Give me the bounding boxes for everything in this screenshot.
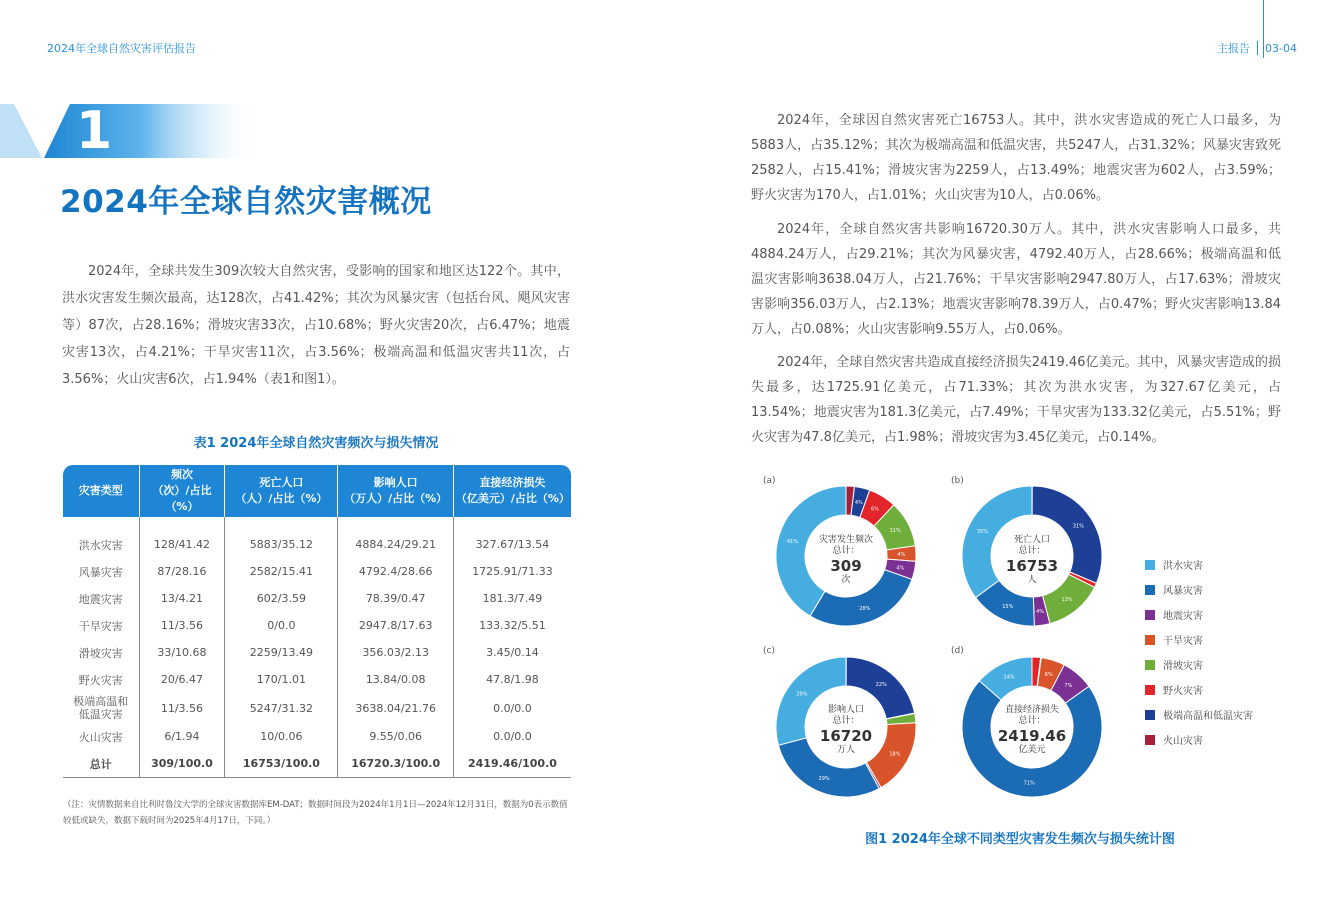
- intro-paragraph: 2024年，全球共发生309次较大自然灾害，受影响的国家和地区达122个。其中，洪水灾害发生频次最高，达128次，占41.42%；其次为风暴灾害（包括台风、飓风灾害等）87次，占28.16%；滑坡灾害33次，占10.68%；野火灾害20次，占6.47%；地震灾害13次，占4.21%；干旱灾害11次，占3.56%；极端高温和低温灾害共11次，占3.56%；火山灾害6次，占1.94%（表1和图1）。: [62, 264, 570, 387]
- slice-label: 15%: [1002, 603, 1014, 610]
- legend-label: 野火灾害: [1163, 686, 1203, 697]
- legend-label: 火山灾害: [1163, 736, 1203, 747]
- header-divider: [1257, 41, 1258, 55]
- table-row: 火山灾害 6/1.94 10/0.06 9.55/0.06 0.0/0.0: [63, 723, 571, 750]
- legend-item: [1145, 702, 1253, 727]
- legend-swatch: [1145, 635, 1155, 645]
- table-row: 干旱灾害 11/3.56 0/0.0 2947.8/17.63 133.32/5.51: [63, 612, 571, 639]
- col-header-loss: 直接经济损失 （亿美元）/占比（%）: [453, 465, 571, 517]
- section-banner: [0, 101, 260, 161]
- table-caption: 表1 2024年全球自然灾害频次与损失情况: [193, 436, 439, 451]
- col-header-freq: 频次 （次）/占比（%）: [139, 465, 225, 517]
- page-numbers: 03-04: [1265, 41, 1297, 55]
- report-title: 2024年全球自然灾害评估报告: [47, 42, 196, 55]
- panel-label-a: (a): [763, 476, 776, 486]
- col-header-type: 灾害类型: [63, 465, 139, 517]
- legend-swatch: [1145, 735, 1155, 745]
- legend-label: 地震灾害: [1163, 611, 1203, 622]
- legend-swatch: [1145, 685, 1155, 695]
- affected-paragraph: 2024年，全球自然灾害共影响16720.30万人。其中，洪水灾害影响人口最多，共4884.24万人，占29.21%；其次为风暴灾害，4792.40万人，占28.66%；极端高温和低温灾害影响3638.04万人，占21.76%；干旱灾害影响2947.80万人，占17.63%；滑坡灾害影响356.03万人，占2.13%；地震灾害影响78.39万人，占0.47%；野火灾害影响13.84万人，占0.08%；火山灾害影响9.55万人，占0.06%。: [751, 222, 1281, 337]
- donut-center-affected: 影响人口 总计： 16720 万人: [819, 705, 873, 755]
- section-number: 1: [76, 101, 113, 161]
- table-row: 洪水灾害 128/41.42 5883/35.12 4884.24/29.21 327.67/13.54: [63, 531, 571, 558]
- loss-paragraph: 2024年，全球自然灾害共造成直接经济损失2419.46亿美元。其中，风暴灾害造成的损失最多，达1725.91亿美元，占71.33%；其次为洪水灾害，为327.67亿美元，占13.54%；地震灾害为181.3亿美元，占7.49%；干旱灾害为133.32亿美元，占5.51%；野火灾害为47.8亿美元，占1.98%；滑坡灾害为3.45亿美元，占0.14%。: [751, 355, 1281, 445]
- section-label: 主报告: [1217, 42, 1251, 55]
- table-row: 极端高温和 低温灾害 11/3.56 5247/31.32 3638.04/21.76 0.0/0.0: [63, 693, 571, 723]
- slice-label: 4%: [854, 500, 863, 507]
- slice-label: 22%: [875, 682, 887, 689]
- table-note: （注：灾情数据来自比利时鲁汶大学的全球灾害数据库EM-DAT；数据时间段为2024年1月1日—2024年12月31日，数据为0表示数值较低或缺失，数据下载时间为2025年4月17日，下同。）: [63, 800, 568, 826]
- slice-label: 29%: [818, 775, 830, 782]
- legend-swatch: [1145, 660, 1155, 670]
- legend-swatch: [1145, 585, 1155, 595]
- col-header-deaths: 死亡人口 （人）/占比（%）: [225, 465, 338, 517]
- legend-label: 风暴灾害: [1163, 586, 1203, 597]
- page-indicator: [1217, 40, 1297, 56]
- panel-label-d: (d): [951, 646, 964, 656]
- table-header-row: [63, 465, 571, 517]
- legend-swatch: [1145, 610, 1155, 620]
- section-title: 2024年全球自然灾害概况: [60, 184, 432, 220]
- legend-swatch: [1145, 560, 1155, 570]
- legend-label: 洪水灾害: [1163, 561, 1203, 572]
- panel-label-b: (b): [951, 476, 964, 486]
- legend-item: [1145, 577, 1253, 602]
- slice-label: 4%: [897, 552, 906, 559]
- figure-caption: 图1 2024年全球不同类型灾害发生频次与损失统计图: [865, 832, 1175, 847]
- donut-center-frequency: 灾害发生频次 总计： 309 次: [818, 535, 873, 585]
- legend-label: 滑坡灾害: [1163, 661, 1203, 672]
- donut-center-deaths: 死亡人口 总计： 16753 人: [1005, 535, 1059, 585]
- legend-swatch: [1145, 710, 1155, 720]
- legend-item: [1145, 677, 1253, 702]
- table-row: 野火灾害 20/6.47 170/1.01 13.84/0.08 47.8/1.98: [63, 666, 571, 693]
- slice-label: 71%: [1023, 780, 1035, 787]
- table-row: 滑坡灾害 33/10.68 2259/13.49 356.03/2.13 3.45/0.14: [63, 639, 571, 666]
- legend-item: [1145, 727, 1253, 752]
- chart-legend: [1145, 552, 1253, 752]
- slice-label: 13%: [1061, 597, 1073, 604]
- legend-label: 干旱灾害: [1163, 636, 1203, 647]
- donut-center-loss: 直接经济损失 总计： 2419.46 亿美元: [997, 705, 1067, 755]
- table-row: 风暴灾害 87/28.16 2582/15.41 4792.4/28.66 1725.91/71.33: [63, 558, 571, 585]
- table-total-row: 总计 309/100.0 16753/100.0 16720.3/100.0 2419.46/100.0: [63, 750, 571, 778]
- slice-label: 18%: [889, 751, 901, 758]
- slice-label: 4%: [896, 565, 905, 572]
- slice-label: 31%: [1072, 523, 1084, 530]
- slice-label: 7%: [1064, 683, 1073, 690]
- slice-label: 6%: [1044, 672, 1053, 679]
- deaths-paragraph: 2024年，全球因自然灾害死亡16753人。其中，洪水灾害造成的死亡人口最多，为5883人，占35.12%；其次为极端高温和低温灾害，共5247人，占31.32%；风暴灾害致死2582人，占15.41%；滑坡灾害为2259人，占13.49%；地震灾害为602人，占3.59%；野火灾害为170人，占1.01%；火山灾害为10人，占0.06%。: [751, 113, 1281, 203]
- col-header-affected: 影响人口 （万人）/占比（%）: [338, 465, 453, 517]
- table-row: 地震灾害 13/4.21 602/3.59 78.39/0.47 181.3/7.49: [63, 585, 571, 612]
- header-vertical-rule: [1263, 0, 1264, 58]
- slice-label: 4%: [1036, 608, 1045, 615]
- disaster-table: [63, 465, 571, 778]
- legend-item: [1145, 602, 1253, 627]
- slice-label: 41%: [786, 539, 799, 546]
- legend-item: [1145, 627, 1253, 652]
- legend-item: [1145, 552, 1253, 577]
- legend-label: 极端高温和低温灾害: [1163, 711, 1253, 722]
- slice-label: 28%: [859, 606, 871, 613]
- panel-label-c: (c): [763, 646, 775, 656]
- table-spacer: [63, 517, 571, 531]
- slice-label: 29%: [796, 691, 808, 698]
- legend-item: [1145, 652, 1253, 677]
- slice-label: 14%: [1003, 674, 1015, 681]
- slice-label: 6%: [870, 506, 879, 513]
- slice-label: 11%: [889, 528, 901, 535]
- slice-label: 35%: [976, 528, 989, 535]
